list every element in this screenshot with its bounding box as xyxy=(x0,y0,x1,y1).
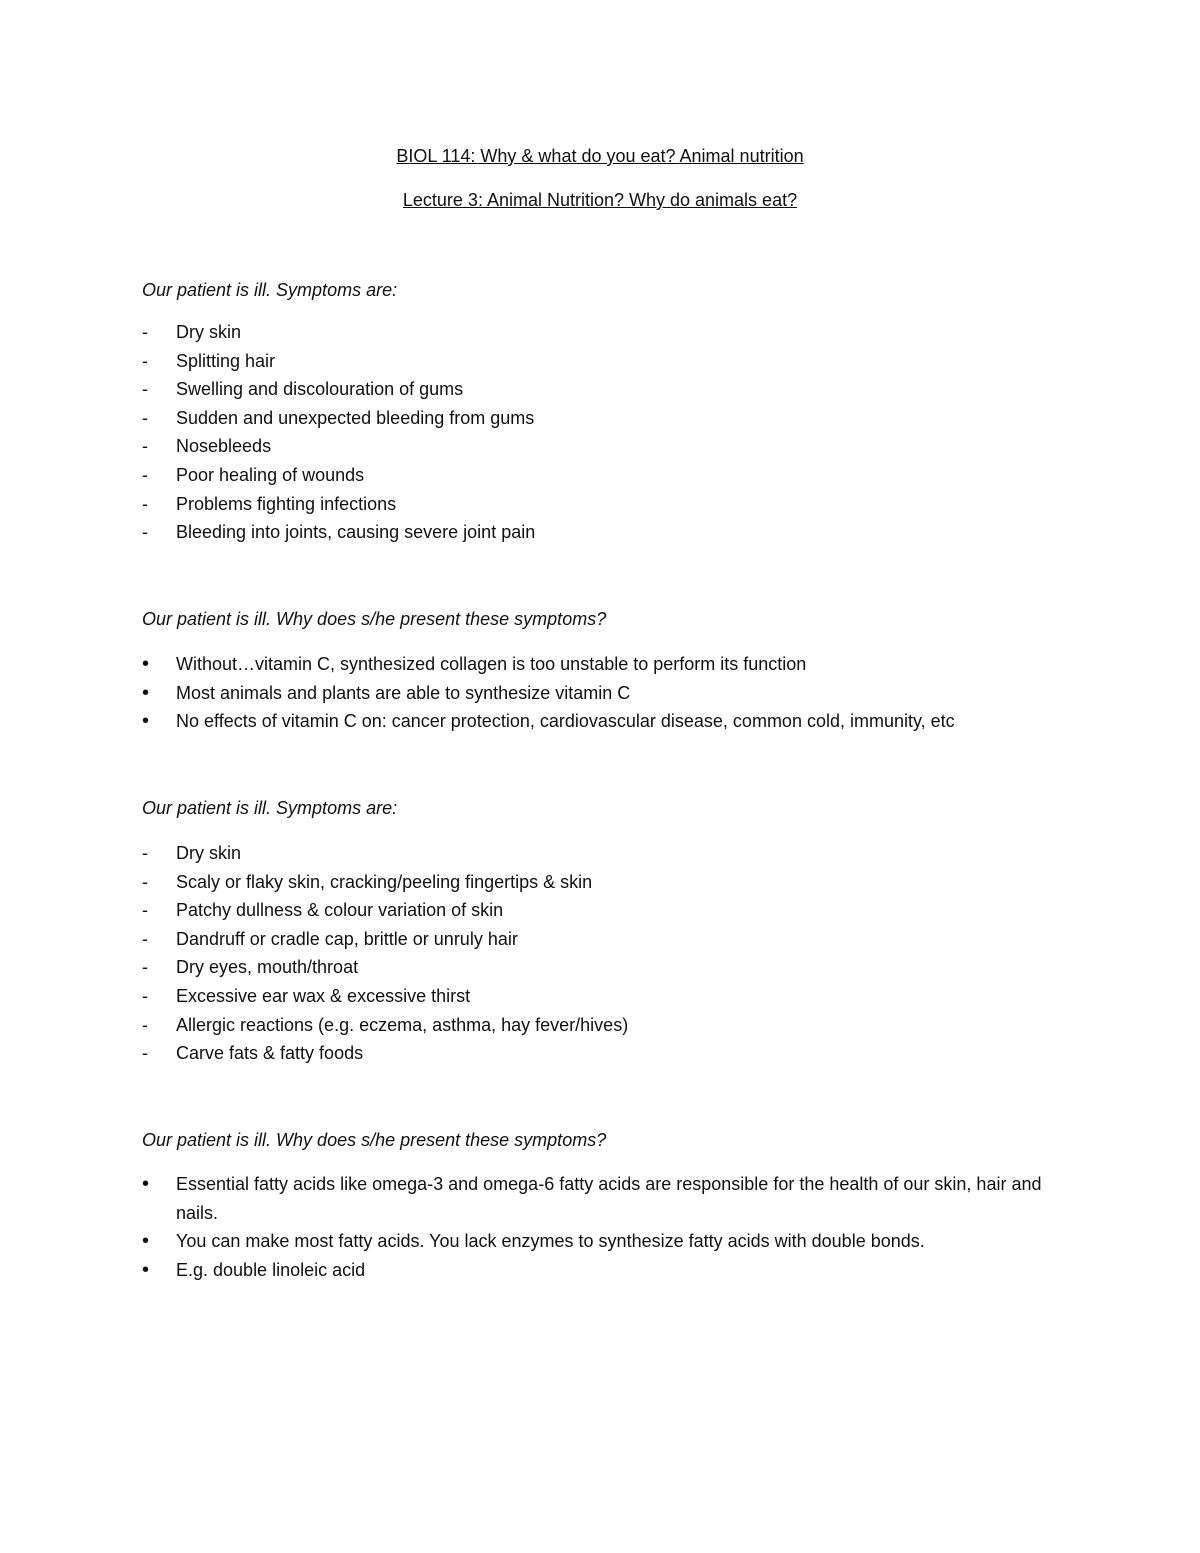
bullet-marker xyxy=(142,1227,162,1256)
bullet-marker xyxy=(142,707,162,736)
list-item: • Without…vitamin C, synthesized collagen is too unstable to perform its function xyxy=(142,650,1062,679)
list-item: - Patchy dullness & colour variation of skin xyxy=(142,896,1062,925)
section-heading-cause-1: Our patient is ill. Why does s/he present these symptoms? xyxy=(142,609,607,629)
bullet-marker xyxy=(142,1170,162,1199)
dash-marker xyxy=(142,461,162,490)
dash-marker xyxy=(142,518,162,547)
list-item: - Excessive ear wax & excessive thirst xyxy=(142,982,1062,1011)
section-heading-cause-2: Our patient is ill. Why does s/he present these symptoms? xyxy=(142,1130,607,1150)
symptom-list-1 xyxy=(142,318,1062,547)
lecture-title: Lecture 3: Animal Nutrition? Why do animals eat? xyxy=(402,190,798,210)
list-item: - Carve fats & fatty foods xyxy=(142,1039,1062,1068)
section-heading-symptoms-1: Our patient is ill. Symptoms are: xyxy=(142,280,398,300)
section-heading-symptoms-2: Our patient is ill. Symptoms are: xyxy=(142,798,398,818)
list-item: - Poor healing of wounds xyxy=(142,461,1062,490)
list-item: - Scaly or flaky skin, cracking/peeling fingertips & skin xyxy=(142,868,1062,897)
list-item: - Bleeding into joints, causing severe joint pain xyxy=(142,518,1062,547)
dash-marker xyxy=(142,490,162,519)
symptom-list-2 xyxy=(142,839,1062,1068)
list-item: • Essential fatty acids like omega-3 and omega-6 fatty acids are responsible for the health of our skin, hair and nails. xyxy=(142,1170,1042,1227)
bullet-marker xyxy=(142,1256,162,1285)
dash-marker xyxy=(142,318,162,347)
cause-list-1 xyxy=(142,650,1062,736)
bullet-marker xyxy=(142,679,162,708)
dash-marker xyxy=(142,982,162,1011)
dash-marker xyxy=(142,953,162,982)
dash-marker xyxy=(142,404,162,433)
list-item: - Allergic reactions (e.g. eczema, asthma, hay fever/hives) xyxy=(142,1011,1062,1040)
list-item: • You can make most fatty acids. You lack enzymes to synthesize fatty acids with double bonds. xyxy=(142,1227,1042,1256)
list-item: • No effects of vitamin C on: cancer protection, cardiovascular disease, common cold, immunity, etc xyxy=(142,707,1062,736)
list-item: - Dry skin xyxy=(142,318,1062,347)
list-item: • E.g. double linoleic acid xyxy=(142,1256,1042,1285)
dash-marker xyxy=(142,375,162,404)
list-item: - Dry eyes, mouth/throat xyxy=(142,953,1062,982)
list-item: - Sudden and unexpected bleeding from gums xyxy=(142,404,1062,433)
dash-marker xyxy=(142,1039,162,1068)
list-item: - Splitting hair xyxy=(142,347,1062,376)
bullet-marker xyxy=(142,650,162,679)
dash-marker xyxy=(142,347,162,376)
cause-list-2 xyxy=(142,1170,1042,1284)
list-item: - Dandruff or cradle cap, brittle or unruly hair xyxy=(142,925,1062,954)
dash-marker xyxy=(142,868,162,897)
dash-marker xyxy=(142,896,162,925)
list-item: - Nosebleeds xyxy=(142,432,1062,461)
list-item: - Swelling and discolouration of gums xyxy=(142,375,1062,404)
list-item: - Problems fighting infections xyxy=(142,490,1062,519)
list-item: • Most animals and plants are able to synthesize vitamin C xyxy=(142,679,1062,708)
document-title: BIOL 114: Why & what do you eat? Animal nutrition xyxy=(396,146,804,166)
dash-marker xyxy=(142,432,162,461)
dash-marker xyxy=(142,839,162,868)
dash-marker xyxy=(142,925,162,954)
dash-marker xyxy=(142,1011,162,1040)
list-item: - Dry skin xyxy=(142,839,1062,868)
